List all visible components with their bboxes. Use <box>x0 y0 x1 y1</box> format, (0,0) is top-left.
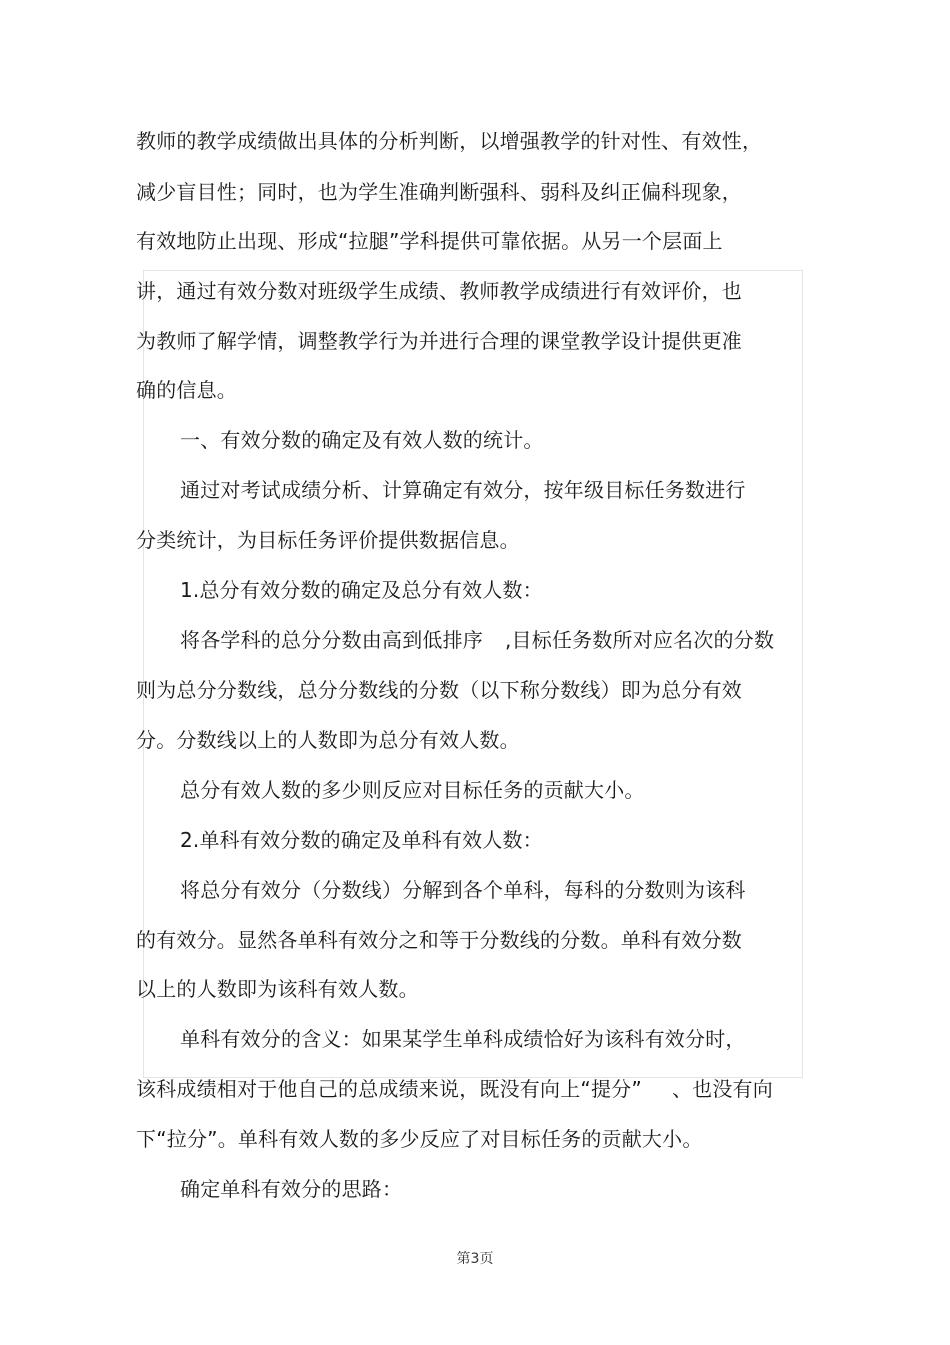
text-line: 有效地防止出现、形成“拉腿”学科提供可靠依据。从另一个层面上 <box>136 229 723 253</box>
text-line: 通过对考试成绩分析、计算确定有效分，按年级目标任务数进行 <box>180 478 746 502</box>
text-line: 确定单科有效分的思路： <box>180 1177 403 1201</box>
text-line: 分类统计，为目标任务评价提供数据信息。 <box>136 528 520 552</box>
text-segment: 、也没有向 <box>671 1077 773 1101</box>
text-line <box>180 626 774 654</box>
text-line <box>136 1075 773 1103</box>
text-line: 分。分数线以上的人数即为总分有效人数。 <box>136 728 520 752</box>
text-line: 讲，通过有效分数对班级学生成绩、教师教学成绩进行有效评价，也 <box>136 279 742 303</box>
text-line: 总分有效人数的多少则反应对目标任务的贡献大小。 <box>180 778 645 802</box>
text-line: 为教师了解学情，调整教学行为并进行合理的课堂教学设计提供更准 <box>136 329 742 353</box>
subheading: 2.单科有效分数的确定及单科有效人数： <box>180 828 543 852</box>
text-segment: ,目标任务数所对应名次的分数 <box>505 628 775 652</box>
text-line: 减少盲目性；同时，也为学生准确判断强科、弱科及纠正偏科现象， <box>136 180 742 204</box>
text-line: 下“拉分”。单科有效人数的多少反应了对目标任务的贡献大小。 <box>136 1127 703 1151</box>
section-heading: 一、有效分数的确定及有效人数的统计。 <box>180 428 544 452</box>
text-line: 确的信息。 <box>136 378 237 402</box>
text-segment: 将各学科的总分分数由高到低排序 <box>180 628 483 652</box>
subheading: 1.总分有效分数的确定及总分有效人数： <box>180 578 543 602</box>
text-line: 教师的教学成绩做出具体的分析判断，以增强教学的针对性、有效性， <box>136 129 763 153</box>
text-line: 的有效分。显然各单科有效分之和等于分数线的分数。单科有效分数 <box>136 928 742 952</box>
page-frame <box>143 270 803 1078</box>
text-segment: 该科成绩相对于他自己的总成绩来说，既没有向上“提分” <box>136 1077 642 1101</box>
text-line: 单科有效分的含义：如果某学生单科成绩恰好为该科有效分时， <box>180 1027 746 1051</box>
text-line: 将总分有效分（分数线）分解到各个单科，每科的分数则为该科 <box>180 878 746 902</box>
text-line: 则为总分分数线，总分分数线的分数（以下称分数线）即为总分有效 <box>136 678 742 702</box>
page-number: 第3页 <box>456 1251 494 1267</box>
text-line: 以上的人数即为该科有效人数。 <box>136 977 419 1001</box>
